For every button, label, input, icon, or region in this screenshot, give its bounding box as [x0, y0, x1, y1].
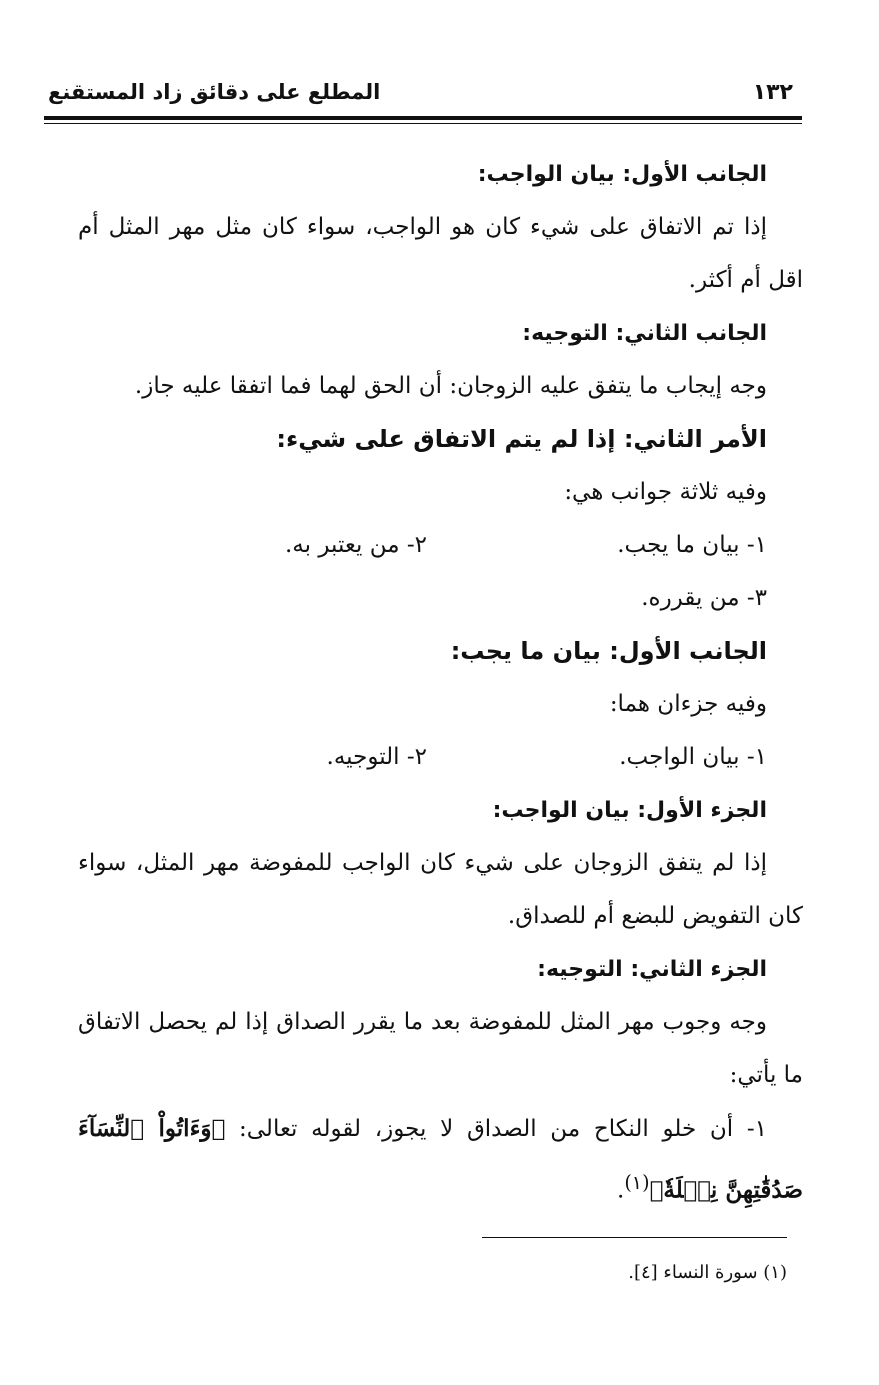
footnote: (١) سورة النساء [٤].: [628, 1262, 787, 1283]
header-rule-thin: [44, 123, 802, 124]
list-item: ٢- من يعتبر به.: [284, 532, 427, 558]
paragraph-end: .: [617, 1177, 625, 1204]
paragraph: وجه وجوب مهر المثل للمفوضة بعد ما يقرر الصداق إذا لم يحصل الاتفاق ما يأتي:: [78, 1009, 803, 1088]
paragraph: إذا تم الاتفاق على شيء كان هو الواجب، سواء كان مثل مهر المثل أم اقل أم أكثر.: [78, 214, 803, 293]
list-item: ٣- من يقرره.: [641, 585, 767, 611]
list-row: [78, 519, 803, 572]
quran-verse: ﴿وَءَاتُواْ ٱلنِّسَآءَ صَدُقَٰتِهِنَّ نِحۡلَةٗ﴾: [78, 1115, 803, 1204]
section-heading: الجانب الأول: بيان الواجب:: [477, 162, 767, 187]
list-row: [78, 731, 803, 784]
paragraph: وفيه ثلاثة جوانب هي:: [564, 479, 767, 505]
page-number: ١٣٢: [752, 80, 793, 105]
section-heading: الجانب الأول: بيان ما يجب:: [450, 637, 767, 665]
paragraph: إذا لم يتفق الزوجان على شيء كان الواجب للمفوضة مهر المثل، سواء كان التفويض للبضع أم للصداق.: [78, 850, 803, 929]
paragraph-text: ١- أن خلو النكاح من الصداق لا يجوز، لقوله تعالى:: [239, 1116, 768, 1142]
list-item: ١- بيان الواجب.: [619, 744, 767, 770]
footnote-separator: [482, 1237, 787, 1238]
page-body: [78, 148, 803, 1218]
list-item: ١- بيان ما يجب.: [617, 532, 767, 558]
footnote-reference: (١): [624, 1171, 650, 1194]
header-rule-thick: [44, 116, 802, 120]
paragraph: وجه إيجاب ما يتفق عليه الزوجان: أن الحق لهما فما اتفقا عليه جاز.: [134, 373, 767, 399]
list-item: ٢- التوجيه.: [326, 744, 427, 770]
page-header: [40, 78, 803, 112]
book-title: المطلع على دقائق زاد المستقنع: [48, 80, 381, 104]
section-heading-major: الأمر الثاني: إذا لم يتم الاتفاق على شيء:: [276, 425, 767, 453]
section-heading: الجزء الأول: بيان الواجب:: [492, 798, 767, 823]
section-heading: الجانب الثاني: التوجيه:: [522, 321, 767, 346]
section-heading: الجزء الثاني: التوجيه:: [537, 957, 767, 982]
paragraph-quran: [78, 1102, 803, 1218]
paragraph: وفيه جزءان هما:: [609, 691, 767, 717]
